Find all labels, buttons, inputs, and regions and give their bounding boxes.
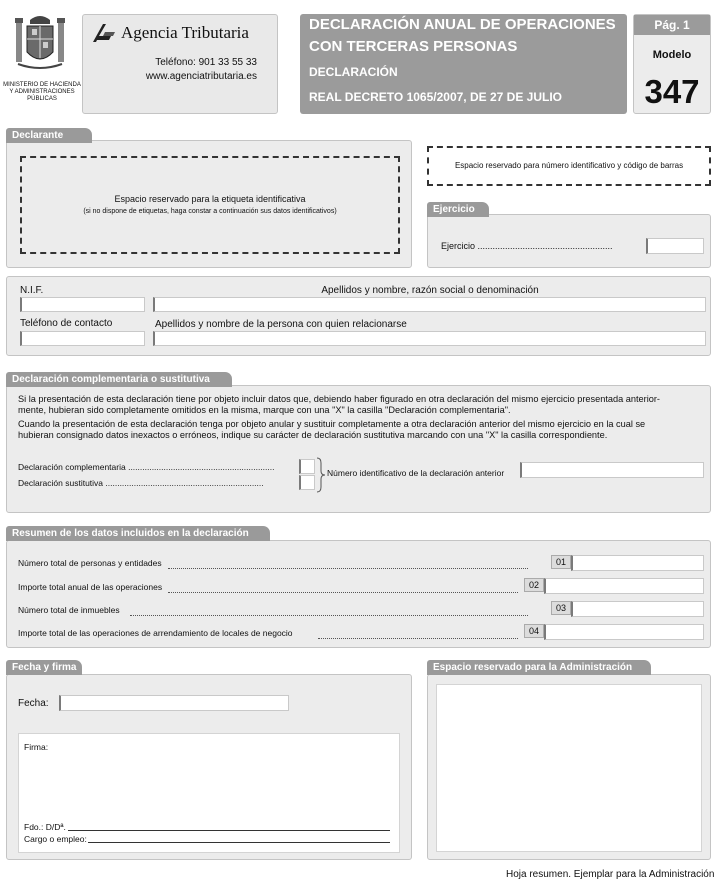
barcode-space-text: Espacio reservado para número identificativo y código de barras <box>454 161 684 170</box>
complementaria-tab: Declaración complementaria o sustitutiva <box>6 372 232 387</box>
ejercicio-tab: Ejercicio <box>427 202 489 217</box>
resumen-row-3-label: Número total de inmuebles <box>18 605 120 615</box>
page-number: Pág. 1 <box>634 15 710 35</box>
nif-label: N.I.F. <box>20 285 44 296</box>
title-line-3: DECLARACIÓN <box>309 65 398 79</box>
fdo-label: Fdo.: D/Dª. <box>24 822 66 832</box>
resumen-row-3-dots <box>130 615 528 616</box>
ministry-block <box>2 14 82 124</box>
previous-declaration-field[interactable] <box>520 462 704 478</box>
fecha-label: Fecha: <box>18 698 49 709</box>
agency-phone: Teléfono: 901 33 55 33 <box>155 57 257 68</box>
page-box <box>633 14 711 114</box>
complementaria-para2b: hubieran consignado datos inexactos o erróneos, indique su carácter de declaración sustitutiva marcando con una "X" la casilla correspondiente. <box>18 430 608 440</box>
firma-label: Firma: <box>24 742 49 752</box>
complementaria-para2: Cuando la presentación de esta declaración tenga por objeto anular y sustituir completamente a otra declaración anterior del mismo ejercicio en la cual se <box>18 419 646 429</box>
resumen-row-2-field[interactable] <box>544 578 704 594</box>
resumen-row-2-code: 02 <box>524 578 544 592</box>
name-label: Apellidos y nombre, razón social o denominación <box>321 285 539 296</box>
resumen-row-4-field[interactable] <box>544 624 704 640</box>
resumen-row-3-field[interactable] <box>571 601 704 617</box>
resumen-row-4-label: Importe total de las operaciones de arrendamiento de locales de negocio <box>18 628 293 638</box>
admin-tab: Espacio reservado para la Administración <box>427 660 651 675</box>
complementaria-checkbox[interactable] <box>299 459 315 474</box>
sustitutiva-checkbox[interactable] <box>299 475 315 490</box>
label-space-text: Espacio reservado para la etiqueta identificativa <box>114 194 306 204</box>
resumen-row-1-dots <box>168 568 528 569</box>
contact-label: Apellidos y nombre de la persona con quien relacionarse <box>155 319 407 330</box>
label-space <box>20 156 400 254</box>
declarante-tab: Declarante <box>6 128 92 143</box>
resumen-row-2-label: Importe total anual de las operaciones <box>18 582 163 592</box>
form-title-box <box>300 14 627 114</box>
ministry-line-2: Y ADMINISTRACIONES <box>9 89 75 95</box>
coat-of-arms-icon <box>14 14 66 74</box>
agency-website: www.agenciatributaria.es <box>145 71 257 82</box>
cargo-label: Cargo o empleo: <box>24 834 87 844</box>
complementaria-para1: Si la presentación de esta declaración tiene por objeto incluir datos que, debiendo haber figurado en otra declaración del mismo ejercicio presentada anterior- <box>18 394 660 404</box>
modelo-number: 347 <box>644 73 700 110</box>
resumen-tab: Resumen de los datos incluidos en la declaración <box>6 526 270 541</box>
fdo-line <box>68 830 390 831</box>
resumen-row-4-code: 04 <box>524 624 544 638</box>
complementaria-option-label: Declaración complementaria .............................................................. <box>18 462 275 472</box>
contact-field[interactable] <box>153 331 706 346</box>
complementaria-para1b: mente, hubieran sido completamente omitidos en la misma, marque con una "X" la casilla "Declaración complementaria". <box>18 405 511 415</box>
resumen-row-1-label: Número total de personas y entidades <box>18 558 162 568</box>
admin-area <box>436 684 702 852</box>
resumen-row-3-code: 03 <box>551 601 571 615</box>
ejercicio-label: Ejercicio ...................................................... <box>441 241 613 251</box>
ejercicio-field[interactable] <box>646 238 704 254</box>
resumen-row-1-code: 01 <box>551 555 571 569</box>
ministry-line-1: MINISTERIO DE HACIENDA <box>3 82 81 88</box>
title-line-1: DECLARACIÓN ANUAL DE OPERACIONES <box>309 16 616 33</box>
footer-text: Hoja resumen. Ejemplar para la Administración <box>506 869 715 880</box>
nif-field[interactable] <box>20 297 145 312</box>
modelo-label: Modelo <box>652 49 692 61</box>
brace-icon <box>316 457 326 493</box>
title-line-2: CON TERCERAS PERSONAS <box>309 38 518 55</box>
resumen-row-1-field[interactable] <box>571 555 704 571</box>
previous-declaration-label: Número identificativo de la declaración anterior <box>327 468 505 478</box>
label-space-note: (si no dispone de etiquetas, haga constar a continuación sus datos identificativos) <box>83 208 337 215</box>
firma-tab: Fecha y firma <box>6 660 82 675</box>
phone-field[interactable] <box>20 331 145 346</box>
sustitutiva-option-label: Declaración sustitutiva ................................................................... <box>18 478 264 488</box>
resumen-row-4-dots <box>318 638 518 639</box>
agency-box <box>82 14 278 114</box>
agency-logo-icon <box>91 22 117 44</box>
phone-label: Teléfono de contacto <box>20 318 113 329</box>
resumen-row-2-dots <box>168 592 518 593</box>
cargo-line <box>88 842 390 843</box>
name-field[interactable] <box>153 297 706 312</box>
agency-name: Agencia Tributaria <box>121 23 249 42</box>
fecha-field[interactable] <box>59 695 289 711</box>
ministry-line-3: PÚBLICAS <box>27 96 57 102</box>
title-line-4: REAL DECRETO 1065/2007, DE 27 DE JULIO <box>309 90 562 104</box>
